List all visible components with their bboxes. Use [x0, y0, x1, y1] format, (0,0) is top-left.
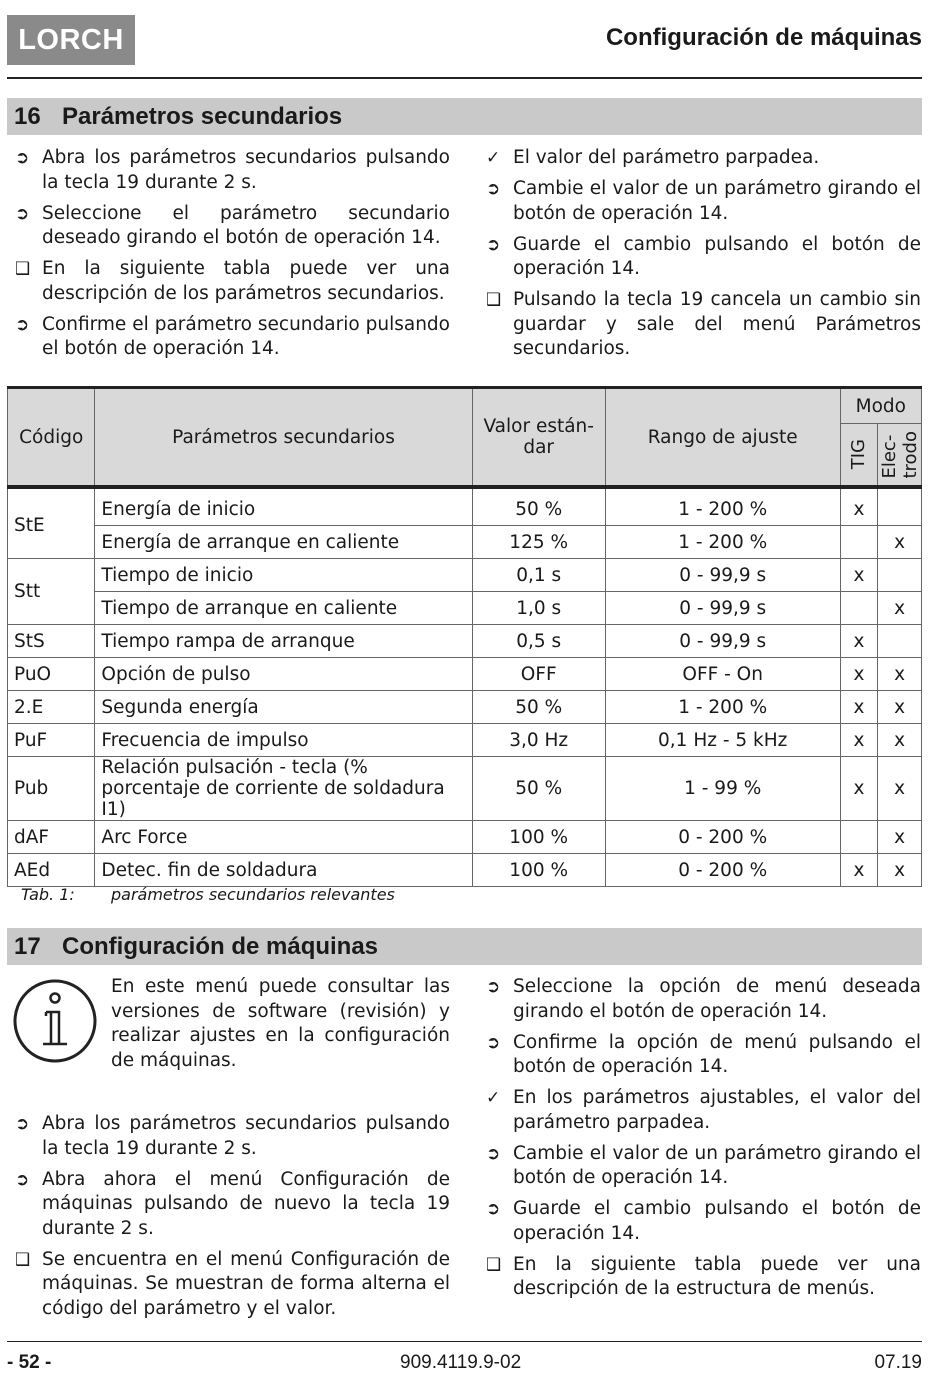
col-header-parameter: Parámetros secundarios — [95, 388, 472, 488]
list-item-text: Guarde el cambio pulsando el botón de operación 14. — [513, 1198, 921, 1244]
cell-code: Stt — [8, 559, 95, 625]
secondary-parameters-table — [7, 386, 922, 887]
cell-parameter: Tiempo rampa de arranque — [95, 625, 472, 658]
table-row — [8, 592, 922, 625]
checkbox-bullet-icon: ❑ — [486, 290, 502, 310]
cell-range: 1 - 200 % — [605, 691, 840, 724]
arrow-bullet-icon: ➲ — [486, 1143, 501, 1164]
cell-tig — [840, 526, 878, 559]
col-header-tig — [840, 424, 878, 488]
cell-standard-value: 50 % — [472, 757, 605, 821]
cell-range: 0 - 99,9 s — [605, 625, 840, 658]
section-17-right-column — [486, 975, 921, 1308]
cell-standard-value: OFF — [472, 658, 605, 691]
list-item-text: El valor del parámetro parpadea. — [513, 147, 820, 168]
cell-range: 0,1 Hz - 5 kHz — [605, 724, 840, 757]
caption-label: Tab. 1: — [21, 885, 75, 904]
cell-parameter: Detec. fin de soldadura — [95, 854, 472, 887]
cell-parameter: Tiempo de arranque en caliente — [95, 592, 472, 625]
cell-parameter: Opción de pulso — [95, 658, 472, 691]
cell-parameter: Frecuencia de impulso — [95, 724, 472, 757]
list-item — [486, 146, 921, 171]
cell-parameter: Segunda energía — [95, 691, 472, 724]
section-17-heading — [7, 928, 922, 965]
table-row — [8, 559, 922, 592]
list-item — [486, 177, 921, 226]
header-divider — [7, 77, 922, 79]
list-item — [15, 1168, 450, 1242]
cell-code: Pub — [8, 757, 95, 821]
section-number: 16 — [14, 102, 41, 130]
list-item-text: Pulsando la tecla 19 cancela un cambio sin guardar y sale del menú Parámetros secundarios. — [513, 289, 921, 359]
list-item-text: Confirme la opción de menú pulsando el botón de operación 14. — [513, 1031, 921, 1077]
table-row — [8, 691, 922, 724]
checkmark-icon: ✓ — [486, 1088, 501, 1108]
info-text: En este menú puede consultar las versiones de software (revisión) y realizar ajustes en la configuración de máquinas. — [111, 976, 450, 1071]
col-header-standard-value: Valor están- dar — [472, 388, 605, 488]
arrow-bullet-icon: ➲ — [486, 977, 501, 997]
cell-standard-value: 1,0 s — [472, 592, 605, 625]
col-header-electrode — [878, 424, 922, 488]
cell-tig: x — [840, 625, 878, 658]
list-item-text: Seleccione el parámetro secundario deseado girando el botón de operación 14. — [42, 202, 450, 248]
cell-electrode: x — [878, 592, 922, 625]
col-header-range: Rango de ajuste — [605, 388, 840, 488]
cell-range: 1 - 200 % — [605, 526, 840, 559]
cell-range: 1 - 200 % — [605, 487, 840, 526]
tig-label: TIG — [848, 439, 870, 470]
electrode-label: Elec- trodo — [878, 430, 921, 479]
list-item — [486, 1086, 921, 1135]
list-item-text: En los parámetros ajustables, el valor del parámetro parpadea. — [513, 1087, 921, 1133]
arrow-bullet-icon: ➲ — [15, 148, 30, 168]
cell-electrode: x — [878, 854, 922, 887]
list-item — [486, 1142, 921, 1191]
table-row — [8, 821, 922, 854]
arrow-bullet-icon: ➲ — [15, 1169, 30, 1190]
table-caption — [21, 885, 395, 904]
cell-standard-value: 0,1 s — [472, 559, 605, 592]
list-item — [486, 1031, 921, 1080]
cell-standard-value: 50 % — [472, 487, 605, 526]
arrow-bullet-icon: ➲ — [486, 234, 501, 255]
cell-parameter: Arc Force — [95, 821, 472, 854]
cell-electrode: x — [878, 821, 922, 854]
section-number: 17 — [14, 932, 41, 960]
footer-divider — [7, 1341, 922, 1342]
list-item-text: Abra ahora el menú Configuración de máquinas pulsando de nuevo la tecla 19 durante 2 s. — [42, 1168, 450, 1239]
arrow-bullet-icon: ➲ — [15, 1114, 30, 1134]
section-title: Configuración de máquinas — [62, 932, 379, 960]
table-row — [8, 625, 922, 658]
page-header-title: Configuración de máquinas — [605, 24, 922, 51]
cell-tig: x — [840, 691, 878, 724]
list-item-text: Guarde el cambio pulsando el botón de operación 14. — [513, 233, 921, 279]
col-header-code: Código — [8, 388, 95, 488]
section-16-heading — [7, 98, 922, 135]
cell-electrode: x — [878, 658, 922, 691]
list-item — [15, 202, 450, 251]
col-header-mode: Modo — [840, 388, 921, 424]
cell-electrode — [878, 625, 922, 658]
cell-standard-value: 125 % — [472, 526, 605, 559]
cell-code: 2.E — [8, 691, 95, 724]
cell-electrode: x — [878, 724, 922, 757]
cell-electrode — [878, 487, 922, 526]
list-item — [15, 1112, 450, 1161]
cell-standard-value: 100 % — [472, 854, 605, 887]
cell-tig: x — [840, 487, 878, 526]
table-row — [8, 487, 922, 526]
brand-logo: LORCH — [7, 15, 135, 65]
checkbox-bullet-icon: ❑ — [486, 1254, 502, 1275]
table-row — [8, 757, 922, 821]
cell-code: AEd — [8, 854, 95, 887]
list-item-text: En la siguiente tabla puede ver una descripción de los parámetros secundarios. — [42, 258, 450, 304]
cell-tig: x — [840, 757, 878, 821]
checkbox-bullet-icon: ❑ — [15, 259, 31, 279]
cell-standard-value: 0,5 s — [472, 625, 605, 658]
list-item — [15, 1248, 450, 1322]
list-item-text: Abra los parámetros secundarios pulsando la tecla 19 durante 2 s. — [42, 147, 450, 193]
cell-electrode: x — [878, 757, 922, 821]
cell-tig: x — [840, 658, 878, 691]
cell-standard-value: 50 % — [472, 691, 605, 724]
checkmark-icon: ✓ — [486, 148, 501, 168]
page-number: - 52 - — [7, 1352, 52, 1373]
arrow-bullet-icon: ➲ — [486, 179, 501, 199]
section-16-right-column — [486, 146, 921, 368]
cell-tig — [840, 592, 878, 625]
table-row — [8, 724, 922, 757]
cell-electrode: x — [878, 526, 922, 559]
cell-standard-value: 100 % — [472, 821, 605, 854]
cell-tig: x — [840, 854, 878, 887]
list-item — [15, 146, 450, 195]
list-item — [486, 233, 921, 282]
cell-parameter: Energía de inicio — [95, 487, 472, 526]
cell-code: PuF — [8, 724, 95, 757]
arrow-bullet-icon: ➲ — [15, 314, 30, 335]
section-17-left-column — [15, 1112, 450, 1328]
cell-code: StE — [8, 487, 95, 559]
cell-code: StS — [8, 625, 95, 658]
cell-tig: x — [840, 559, 878, 592]
table-row — [8, 526, 922, 559]
cell-range: 0 - 200 % — [605, 821, 840, 854]
list-item-text: Cambie el valor de un parámetro girando el botón de operación 14. — [513, 1142, 921, 1188]
list-item-text: Seleccione la opción de menú deseada girando el botón de operación 14. — [513, 976, 921, 1022]
document-number: 909.4119.9-02 — [400, 1352, 522, 1373]
list-item-text: En la siguiente tabla puede ver una descripción de la estructura de menús. — [513, 1253, 921, 1299]
cell-range: OFF - On — [605, 658, 840, 691]
list-item-text: Abra los parámetros secundarios pulsando la tecla 19 durante 2 s. — [42, 1113, 450, 1159]
list-item — [486, 1253, 921, 1302]
cell-parameter: Energía de arranque en caliente — [95, 526, 472, 559]
table-row — [8, 854, 922, 887]
cell-standard-value: 3,0 Hz — [472, 724, 605, 757]
arrow-bullet-icon: ➲ — [15, 203, 30, 224]
list-item — [15, 257, 450, 306]
cell-tig: x — [840, 724, 878, 757]
cell-code: PuO — [8, 658, 95, 691]
cell-range: 0 - 99,9 s — [605, 592, 840, 625]
cell-tig — [840, 821, 878, 854]
list-item — [486, 1197, 921, 1246]
table-row — [8, 658, 922, 691]
section-16-left-column — [15, 146, 450, 368]
arrow-bullet-icon: ➲ — [486, 1032, 501, 1053]
cell-code: dAF — [8, 821, 95, 854]
list-item-text: Se encuentra en el menú Configuración de máquinas. Se muestran de forma alterna el código del parámetro y el valor. — [42, 1248, 450, 1319]
cell-electrode: x — [878, 691, 922, 724]
arrow-bullet-icon: ➲ — [486, 1199, 501, 1219]
cell-parameter: Tiempo de inicio — [95, 559, 472, 592]
cell-range: 1 - 99 % — [605, 757, 840, 821]
caption-text: parámetros secundarios relevantes — [111, 885, 395, 904]
list-item — [486, 288, 921, 362]
cell-range: 0 - 99,9 s — [605, 559, 840, 592]
cell-parameter: Relación pulsación - tecla (% porcentaje de corriente de soldadura I1) — [95, 757, 472, 821]
cell-range: 0 - 200 % — [605, 854, 840, 887]
list-item-text: Confirme el parámetro secundario pulsando el botón de operación 14. — [42, 313, 450, 359]
document-date: 07.19 — [874, 1352, 922, 1373]
list-item — [486, 975, 921, 1024]
cell-electrode — [878, 559, 922, 592]
list-item — [15, 313, 450, 362]
section-title: Parámetros secundarios — [62, 102, 343, 130]
checkbox-bullet-icon: ❑ — [15, 1249, 31, 1270]
info-icon — [12, 978, 98, 1064]
list-item-text: Cambie el valor de un parámetro girando el botón de operación 14. — [513, 178, 921, 224]
